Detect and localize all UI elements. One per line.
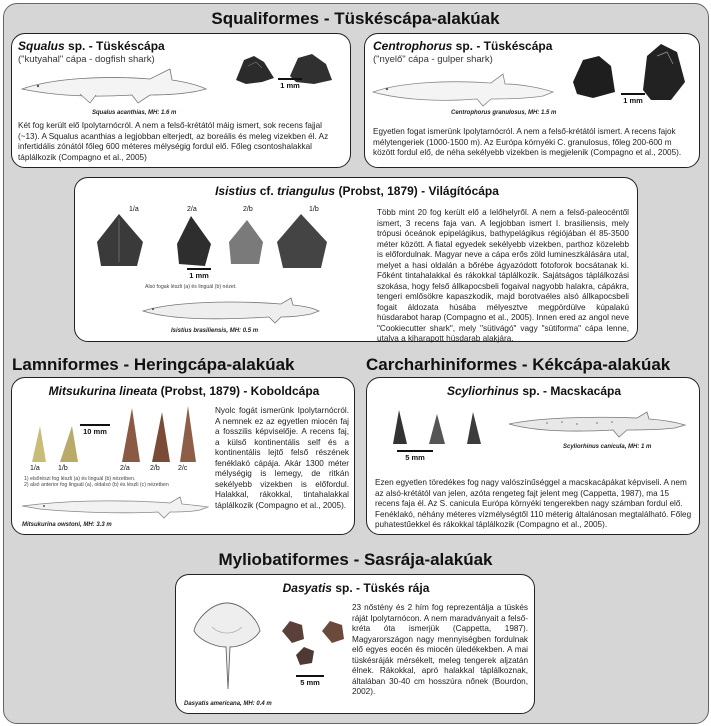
tooth-fossil-icon bbox=[20, 404, 200, 464]
tooth-fossil-icon bbox=[280, 619, 350, 675]
scale-bar: 1 mm bbox=[621, 93, 645, 105]
shark-illustration-icon bbox=[20, 67, 210, 107]
shark-illustration-icon bbox=[20, 494, 210, 520]
section-title-lamniformes: Lamniformes - Heringcápa-alakúak bbox=[12, 355, 295, 374]
card-subtitle: ("nyelő" cápa - gulper shark) bbox=[373, 54, 493, 65]
species-caption: Dasyatis americana, MH: 0.4 m bbox=[184, 701, 272, 707]
card-subtitle: ("kutyahal" cápa - dogfish shark) bbox=[18, 54, 155, 65]
genus-name: Squalus bbox=[18, 39, 65, 53]
shark-illustration-icon bbox=[507, 410, 687, 440]
tooth-label: 2/a bbox=[187, 206, 197, 213]
tooth-label: 2/b bbox=[150, 465, 160, 472]
common-name: sp. - Tüskéscápa bbox=[452, 39, 553, 53]
card-description: Ezen egyetlen töredékes fog nagy valószínűséggel a macskacápákat képviseli. A nem az alsó-krétától van jelen, azóta rengeteg fajt jelent meg (Cappetta, 1987), ma 15 recens faja él. Az S. canicula Európa környéki tengerekben nagy számban fordul elő. Fenéklakó, néhány méteres vízmélységtől 110 méterig általánosan megtalálható. Főleg puhatestűekkel és rákokkal táplálkozik (Compagno et al., 2005). bbox=[375, 478, 692, 529]
card-isistius bbox=[74, 177, 638, 342]
card-description: Két fog került elő Ipolytarnócról. A nem a felső-krétától máig ismert, sok recens fajjal (~13). A Squalus acanthias a legjobban elterjedt, az boreális és meleg vizekben él. Az infertidális zónától főleg 600 méteres mélységig fordul elő. Főleg csontoshalakkal táplálkozik (Compagno et al., 2005) bbox=[18, 121, 329, 162]
species-caption: Isistius brasiliensis, MH: 0.5 m bbox=[171, 328, 259, 334]
shark-illustration-icon bbox=[141, 296, 321, 326]
section-title-carcharhiniformes: Carcharhiniformes - Kékcápa-alakúak bbox=[366, 355, 671, 374]
card-title bbox=[373, 39, 552, 53]
genus-name: Centrophorus bbox=[373, 39, 453, 53]
tooth-label: 1/a bbox=[30, 465, 40, 472]
scale-bar: 1 mm bbox=[278, 78, 302, 90]
species-caption: Squalus acanthias, MH: 1.6 m bbox=[92, 110, 177, 116]
scale-bar: 5 mm bbox=[296, 675, 324, 687]
card-description: Nyolc fogát ismerünk Ipolytarnócról. A nemnek ez az egyetlen miocén faj a fosszilis képviselője. A recens faj, a külső kontinentális self és a kontinentális lejtő felső részének fenéklakó cápája. Akár 1300 méter mélységig is lemegy, de ritkán sekélyebb vizekben is előfordul. Halakkal, rákokkal, tintahalakkal táplálkozik (Compagno et al., 2005). bbox=[215, 406, 349, 510]
card-title: Dasyatis sp. - Tüskés rája bbox=[282, 581, 430, 595]
shark-illustration-icon bbox=[371, 72, 556, 112]
tooth-label: 1/a bbox=[129, 206, 139, 213]
card-title bbox=[18, 39, 165, 53]
species-caption: Centrophorus granulosus, MH: 1.5 m bbox=[451, 110, 557, 116]
common-name: sp. - Tüskéscápa bbox=[64, 39, 165, 53]
card-description: 23 nőstény és 2 hím fog reprezentálja a tüskés ráját Ipolytarnócon. A nem maradványait a felső-kréta óta ismerjük (Cappetta, 1987). Magyarországon nagy mennyiségben fordulnak elő egyes eocén és miocén üledékekben. A mai tüskésráják mérsékelt, meleg tengerek aljzatán élnek. Rákokkal, apró halakkal táplálkoznak, általában 30-40 cm hosszúra nőnek (Bourdon, 2002). bbox=[352, 603, 528, 696]
card-mitsukurina bbox=[11, 377, 355, 535]
teeth-note: 1) elsőrészi fog lészli (a) és linguál (b) nézetben. 2) alsó anterior fog linguál (a), oldalsó (b) és lészli (c) nézetben bbox=[24, 476, 169, 489]
species-caption: Scyliorhinus canicula, MH: 1 m bbox=[563, 444, 652, 450]
tooth-label: 1/b bbox=[58, 465, 68, 472]
scale-bar: 1 mm bbox=[187, 268, 211, 280]
section-title-squaliformes: Squaliformes - Tüskéscápa-alakúak bbox=[211, 9, 500, 28]
card-scyliorhinus bbox=[366, 377, 700, 535]
scale-bar: 5 mm bbox=[397, 450, 433, 462]
tooth-label: 2/a bbox=[120, 465, 130, 472]
tooth-fossil-icon bbox=[91, 214, 331, 270]
card-description: Egyetlen fogat ismerünk Ipolytarnócról. A nem a felső-krétától ismert. A recens fajok mélytengeriek (1000-1500 m). Az Európa környéki C. granulosus, főleg 200-600 m között fordul elő, de néha sekélyebb vizekben is megjelenik (Compagno et al., 2005). bbox=[373, 127, 682, 157]
scale-bar: 10 mm bbox=[80, 424, 110, 436]
teeth-note: Alsó fogak lészli (a) és linguál (b) nézet. bbox=[145, 284, 237, 290]
tooth-fossil-icon bbox=[389, 406, 499, 446]
card-title: Isistius cf. triangulus (Probst, 1879) - Világítócápa bbox=[215, 184, 499, 198]
card-squalus bbox=[11, 33, 351, 168]
card-title: Scyliorhinus sp. - Macskacápa bbox=[446, 384, 622, 398]
tooth-label: 1/b bbox=[309, 206, 319, 213]
section-title-myliobatiformes: Myliobatiformes - Sasrája-alakúak bbox=[218, 550, 493, 569]
tooth-label: 2/b bbox=[243, 206, 253, 213]
card-title: Mitsukurina lineata (Probst, 1879) - Koboldcápa bbox=[48, 384, 320, 398]
card-description: Több mint 20 fog került elő a lelőhelyről. A nem a felső-paleocéntől ismert, 3 recens faja van. A legjobban ismert I. brasiliensis, mely trópusi óceánok epipelágikus, bathypelágikus régiójában él 85-3500 méter között. A fiatal egyedek sekélyebb vizekben, parthoz közelebb is előfordulnak. Magyar neve a cápa erős zöld lumineszkálására utal, melyet a hasi oldalán a bőrébe ágyazódott fotoforok bocsátanak ki. Főként tintahalakkal és rákokkal táplálkozik. Sajátságos táplálkozási szokása, hogy felső állkapocsbeli fogaival nagyobb halakra, cápákra, tengeri emlősökre kapaszkodik, majd borotvaéles alsó állkapocsbeli fogait áldozata húsába mélyesztve megpördülve kúpalakú húsdarabot harap (Compagno et al., 2005). Innen ered az angol neve "Cookiecutter shark", mely "sütivágó" vagy "sütiforma" cápa lenne, utalva a kiharapott húsdarab alakjára. bbox=[377, 208, 629, 343]
stingray-illustration-icon bbox=[192, 597, 262, 692]
tooth-label: 2/c bbox=[178, 465, 188, 472]
card-centrophorus bbox=[364, 33, 700, 168]
card-dasyatis bbox=[175, 574, 535, 714]
species-caption: Mitsukurina owstoni, MH: 3.3 m bbox=[22, 522, 112, 528]
